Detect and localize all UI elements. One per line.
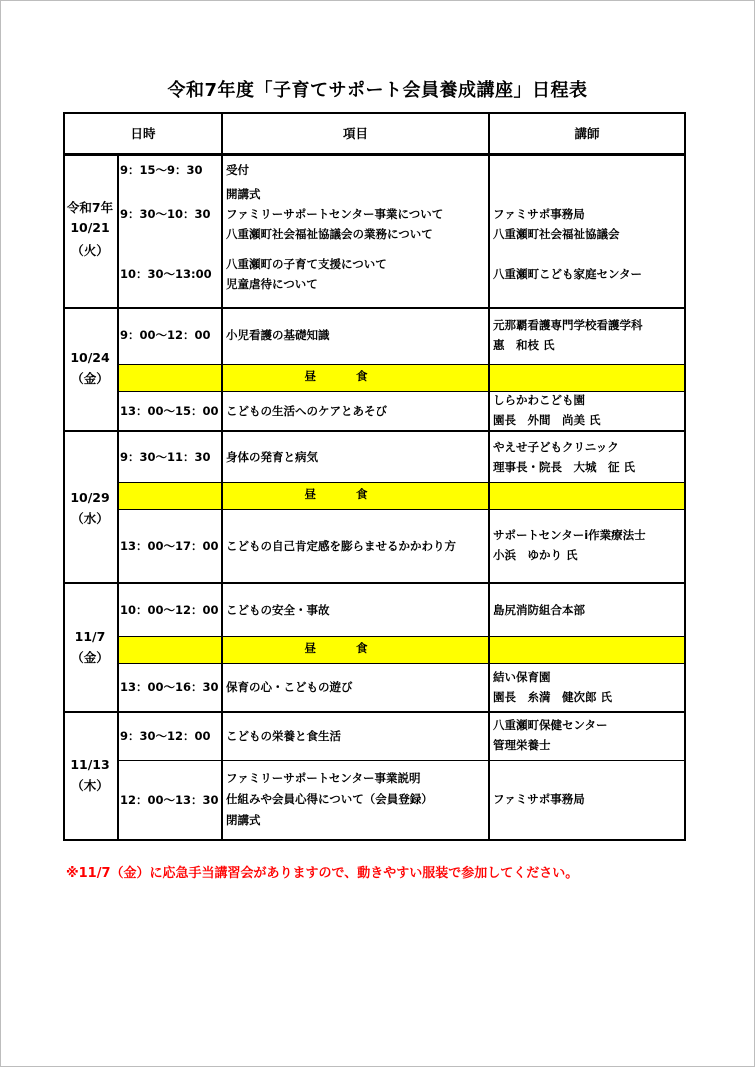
- day-date: 10/29: [70, 490, 110, 505]
- session-lecturer: ファミサポ事務局: [493, 792, 585, 806]
- session-time: 9：30〜10：30: [120, 207, 211, 221]
- session-lecturer: 島尻消防組合本部: [493, 603, 585, 617]
- session-item: 八重瀬町社会福祉協議会の業務について: [226, 227, 433, 241]
- session-time: 9：30〜11：30: [120, 450, 211, 464]
- session-time: 9：00〜12：00: [120, 328, 211, 342]
- session-lecturer: やえせ子どもクリニック: [493, 440, 619, 454]
- lunch-label: 昼食: [304, 369, 408, 383]
- session-item: こどもの生活へのケアとあそび: [226, 404, 387, 418]
- header-lecturer: 講師: [574, 126, 600, 141]
- session-item: 小児看護の基礎知識: [226, 328, 330, 342]
- day-weekday: （火）: [71, 243, 109, 258]
- day-weekday: （金）: [71, 650, 109, 665]
- session-lecturer: しらかわこども園: [493, 393, 585, 407]
- day-weekday: （金）: [71, 371, 109, 386]
- session-lecturer: 元那覇看護専門学校看護学科: [493, 318, 643, 332]
- session-time: 9：15〜9：30: [120, 163, 203, 177]
- day-date: 11/13: [70, 757, 110, 772]
- day-date: 10/21: [70, 220, 110, 235]
- session-lecturer: 園長 糸満 健次郎 氏: [493, 690, 613, 704]
- header-datetime: 日時: [130, 126, 156, 141]
- session-item: 開講式: [226, 187, 261, 201]
- session-time: 9：30〜12：00: [120, 729, 211, 743]
- session-time: 13：00〜17：00: [120, 539, 219, 553]
- session-item: 受付: [226, 163, 249, 177]
- session-item: 身体の発育と病気: [226, 450, 318, 464]
- session-lecturer: 管理栄養士: [493, 738, 551, 752]
- day-date: 11/7: [74, 629, 106, 644]
- session-item: ファミリーサポートセンター事業について: [226, 207, 444, 221]
- session-lecturer: 八重瀬町保健センター: [493, 718, 608, 732]
- page-title: 令和7年度「子育てサポート会員養成講座」日程表: [167, 80, 588, 101]
- session-item: こどもの栄養と食生活: [226, 729, 341, 743]
- session-item: 保育の心・こどもの遊び: [226, 680, 353, 694]
- session-item: 仕組みや会員心得について（会員登録）: [226, 792, 433, 806]
- schedule-table: [63, 112, 686, 841]
- lunch-label: 昼食: [304, 641, 408, 655]
- day-weekday: （水）: [71, 511, 109, 526]
- session-lecturer: 八重瀬町こども家庭センター: [493, 267, 643, 281]
- session-lecturer: 八重瀬町社会福祉協議会: [493, 227, 620, 241]
- header-item: 項目: [342, 126, 368, 141]
- day-date: 10/24: [70, 350, 110, 365]
- session-time: 10：00〜12：00: [120, 603, 219, 617]
- session-lecturer: 理事長・院長 大城 征 氏: [493, 460, 636, 474]
- session-lecturer: 惠 和枝 氏: [493, 338, 555, 352]
- session-time: 10：30〜13:00: [120, 267, 212, 281]
- session-time: 13：00〜16：30: [120, 680, 219, 694]
- day-weekday: （木）: [71, 778, 109, 793]
- day-date: 令和7年: [66, 200, 114, 215]
- session-item: こどもの安全・事故: [226, 603, 330, 617]
- session-item: 児童虐待について: [226, 277, 318, 291]
- lunch-label: 昼食: [304, 487, 408, 501]
- session-item: こどもの自己肯定感を膨らませるかかわり方: [226, 539, 456, 553]
- session-lecturer: サポートセンターi作業療法士: [493, 528, 646, 542]
- session-time: 13：00〜15：00: [120, 404, 219, 418]
- session-item: 閉講式: [226, 813, 261, 827]
- session-lecturer: ファミサポ事務局: [493, 207, 585, 221]
- session-lecturer: 小浜 ゆかり 氏: [493, 548, 578, 562]
- session-item: ファミリーサポートセンター事業説明: [226, 771, 421, 785]
- session-lecturer: 結い保育園: [493, 670, 551, 684]
- session-time: 12：00〜13：30: [120, 793, 219, 807]
- session-lecturer: 園長 外間 尚美 氏: [493, 413, 601, 427]
- notice-text: ※11/7（金）に応急手当講習会がありますので、動きやすい服装で参加してください。: [66, 866, 579, 881]
- session-item: 八重瀬町の子育て支援について: [226, 257, 387, 271]
